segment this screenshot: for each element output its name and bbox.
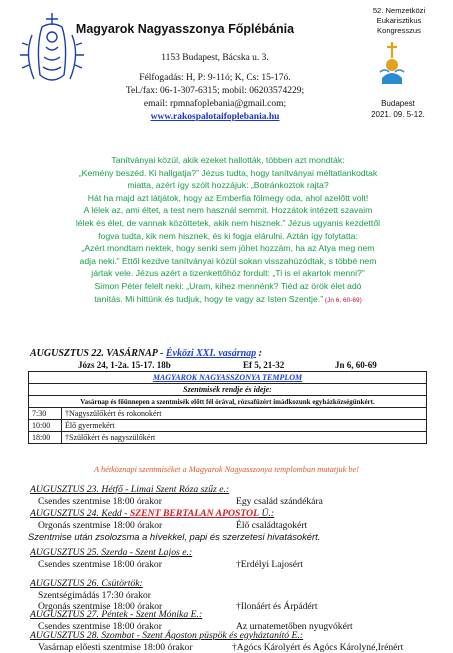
day-heading — [30, 547, 192, 558]
day-heading — [30, 630, 303, 641]
mass-intention: Az urnatemetőben nyugvókért — [236, 621, 353, 632]
gospel-line: „Kemény beszéd. Ki hallgatja?” Jézus tudta, hogy tanítványai méltatlankodtak — [78, 167, 378, 178]
sunday-heading — [30, 348, 262, 359]
gospel-line: miatta, azért így szólt hozzájuk: „Botránkoztok rajta? — [127, 180, 329, 191]
parish-logo — [12, 5, 92, 95]
table-row — [29, 420, 427, 432]
phone-line: Tel./fax: 06-1-307-6315; mobil: 06203574229; — [125, 86, 305, 96]
gospel-line: Tanítványai közül, akik ezeket hallották, többen azt mondták: — [111, 155, 345, 165]
day-extra-note: Szentmise után zsolozsma a hívekkel, papi és szerzetesi hivatásokért. — [28, 531, 321, 542]
congress-line-1: 52. Nemzetközi — [372, 6, 426, 15]
feast-name: SZENT BERTALAN APOSTOL — [129, 508, 260, 519]
congress-line-2: Eukarisztikus — [376, 16, 422, 25]
mass-intention: Egy család szándékára — [236, 496, 323, 507]
mass-entry: Vasárnap előesti szentmise 18:00 órakor — [38, 642, 193, 653]
mass-time: 7:30 — [29, 408, 62, 420]
mass-entry: Orgonás szentmise 18:00 órakor — [38, 601, 163, 612]
congress-line-3: Kongresszus — [377, 26, 421, 35]
day-heading — [30, 484, 229, 495]
parish-name: Magyarok Nagyasszonya Főplébánia — [75, 22, 295, 36]
gospel-line: lélek és élet, de vannak közöttetek, akik nem hisznek.” Jézus ugyanis kezdettől — [75, 217, 381, 228]
mass-intention: †Szülőkért és nagyszülőkért — [62, 432, 427, 444]
mass-intention: †Agócs Károlyért és Agócs Károlyné,Irénért — [232, 642, 404, 653]
mass-entry: Csendes szentmise 18:00 órakor — [38, 559, 162, 570]
mass-intention: †Nagyszülőkért és rokonokért — [62, 408, 427, 420]
table-row — [29, 408, 427, 420]
sunday-title: Évközi XXI. vasárnap — [165, 348, 257, 359]
mass-intention: †Ilonáért és Árpádért — [236, 601, 318, 612]
day-date: AUGUSZTUS 25. Szerda — [30, 547, 128, 558]
day-saint: - Szent Ágoston püspök és egyháztanító E.: — [134, 630, 304, 641]
gospel-line: A lélek az, ami éltet, a test nem használ semmit. Hozzátok intézett szavaim — [83, 205, 373, 216]
table-row — [29, 432, 427, 444]
mass-entry: Szentségimádás 17:30 órakor — [38, 590, 151, 601]
gospel-passage — [28, 154, 428, 307]
mass-entry: Csendes szentmise 18:00 órakor — [38, 496, 162, 507]
day-heading — [30, 609, 202, 620]
sunday-date: AUGUSZTUS 22. VASÁRNAP - — [30, 348, 166, 359]
day-date: AUGUSZTUS 23. Hétfő — [30, 484, 123, 495]
mass-schedule-table — [28, 371, 427, 444]
gospel-reference: (Jn 6, 60-69) — [323, 296, 362, 304]
weekday-note: A hétköznapi szentmiséket a Magyarok Nagyasszonya templomban mutatjuk be! — [94, 465, 359, 474]
feast-rank: Ü.: — [259, 508, 275, 519]
congress-emblem-icon — [377, 38, 407, 88]
parish-address: 1153 Budapest, Bácska u. 3. — [161, 53, 269, 63]
gospel-line: Simon Péter felelt neki: „Uram, kihez mennénk? Tiéd az örök élet adó — [94, 280, 362, 291]
reading-second: Ef 5, 21-32 — [243, 360, 285, 370]
schedule-subtitle: Szentmisék rendje és ideje: — [29, 384, 427, 396]
day-date: AUGUSZTUS 24. Kedd — [30, 508, 122, 519]
reading-first: Józs 24, 1-2a. 15-17. 18b — [78, 360, 171, 370]
day-date: AUGUSZTUS 28. Szombat — [30, 630, 135, 641]
day-saint: - — [121, 508, 130, 519]
day-date: AUGUSZTUS 27. Péntek — [30, 609, 128, 620]
congress-location — [352, 98, 444, 120]
mass-entry: Csendes szentmise 18:00 órakor — [38, 621, 162, 632]
website-link[interactable]: www.rakospalotaifoplebania.hu — [150, 112, 280, 122]
mass-intention: Élő családtagokért — [236, 520, 308, 531]
mass-time: 10:00 — [29, 420, 62, 432]
mass-entry: Orgonás szentmise 18:00 órakor — [38, 520, 163, 531]
gospel-line: Hát ha majd azt látjátok, hogy az Emberfia fölmegy oda, ahol azelőtt volt! — [87, 192, 369, 203]
mass-intention: Élő gyermekért — [62, 420, 427, 432]
sunday-title-suffix: : — [256, 348, 262, 359]
congress-city: Budapest — [381, 99, 415, 108]
email-line: email: rpmnafoplebania@gmail.com; — [143, 99, 287, 109]
gospel-line: „Azért mondtam nektek, hogy senki sem jöhet hozzám, ha az Atya meg nem — [81, 243, 375, 254]
mass-intention: †Erdélyi Lajosért — [236, 559, 303, 570]
office-hours: Félfogadás: H, P: 9-11ó; K, Cs: 15-17ó. — [139, 73, 291, 83]
day-saint: - Szent Lajos e.: — [127, 547, 193, 558]
day-heading — [30, 578, 143, 589]
gospel-line: tanítás. Mi hittünk és tudjuk, hogy te vagy az Isten Szentje.” (Jn 6, 60-69) — [94, 293, 362, 304]
rosary-note: Vasárnap és főünnepen a szentmisék előtt fél órával, rózsafüzért imádkozunk egyházközségünkért. — [29, 396, 427, 408]
day-saint: - Limai Szent Róza szűz e.: — [122, 484, 230, 495]
day-date: AUGUSZTUS 26. Csütörtök: — [30, 578, 143, 589]
mass-time: 18:00 — [29, 432, 62, 444]
gospel-line: fogva tudta, kik nem hisznek, és ki fogja elárulni. Aztán így folytatta: — [98, 230, 358, 241]
congress-dates: 2021. 09. 5-12. — [371, 110, 425, 119]
reading-gospel: Jn 6, 60-69 — [335, 360, 377, 370]
day-heading — [30, 508, 274, 519]
day-saint: - Szent Mónika E.: — [127, 609, 203, 620]
gospel-line: jártak vele. Jézus azért a tizenkettőhöz fordult: „Ti is el akartok menni?” — [91, 268, 365, 279]
congress-label — [358, 6, 440, 36]
church-name: MAGYAROK NAGYASSZONYA TEMPLOM — [29, 372, 427, 384]
gospel-line: adja neki.” Ettől kezdve tanítványai közül sokan visszahúzódtak, s többé nem — [79, 255, 377, 266]
